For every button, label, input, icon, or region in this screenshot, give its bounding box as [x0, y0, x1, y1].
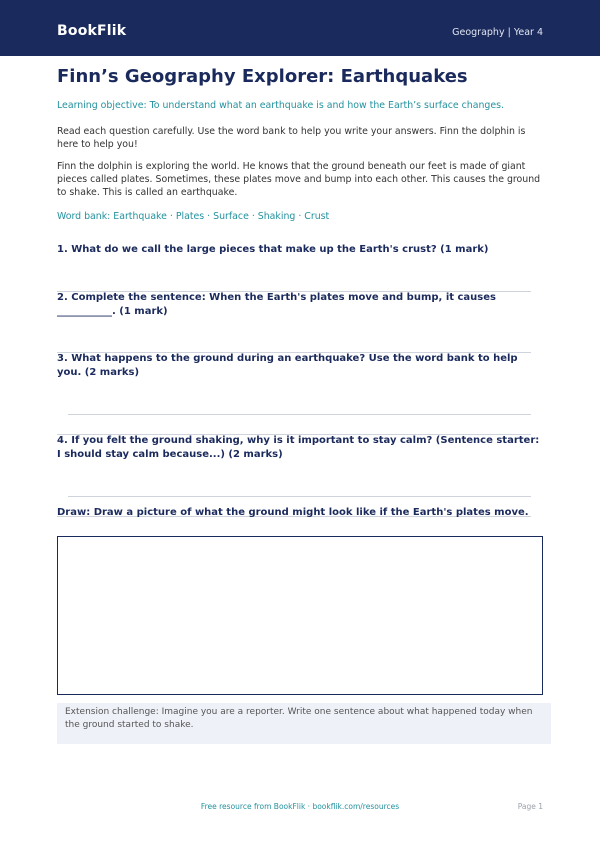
subject-label: Geography | Year 4	[452, 27, 543, 38]
story-text: Finn the dolphin is exploring the world. He knows that the ground beneath our feet is made of giant pieces called plates. Sometimes, these plates move and bump into each other. This causes the ground to shake. This is called an earthquake.	[57, 161, 541, 198]
question-4: 4. If you felt the ground shaking, why is it important to stay calm? (Sentence starter: I should stay calm because...) (2 marks)	[57, 435, 540, 460]
brand-logo-text: BookFlik	[57, 23, 127, 39]
question-3: 3. What happens to the ground during an earthquake? Use the word bank to help you. (2 marks)	[57, 353, 518, 378]
drawing-box[interactable]	[57, 536, 543, 695]
learning-objective: Learning objective: To understand what an earthquake is and how the Earth’s surface changes.	[57, 100, 505, 111]
instructions-text: Read each question carefully. Use the word bank to help you write your answers. Finn the dolphin is here to help you!	[57, 126, 526, 150]
draw-prompt: Draw: Draw a picture of what the ground might look like if the Earth's plates move.	[57, 507, 529, 518]
extension-challenge: Extension challenge: Imagine you are a reporter. Write one sentence about what happened today when the ground started to shake.	[57, 703, 551, 744]
worksheet-title: Finn’s Geography Explorer: Earthquakes	[57, 66, 468, 87]
footer-text: Free resource from BookFlik · bookflik.com/resources	[200, 802, 400, 811]
question-1: 1. What do we call the large pieces that make up the Earth's crust? (1 mark)	[57, 244, 489, 255]
answer-line[interactable]	[68, 414, 531, 415]
word-bank: Word bank: Earthquake · Plates · Surface · Shaking · Crust	[57, 211, 330, 222]
page-number: Page 1	[517, 802, 543, 811]
header-bar	[0, 0, 600, 56]
question-2: 2. Complete the sentence: When the Earth's plates move and bump, it causes ___________. (1 mark)	[57, 292, 496, 317]
answer-line[interactable]	[68, 496, 531, 497]
